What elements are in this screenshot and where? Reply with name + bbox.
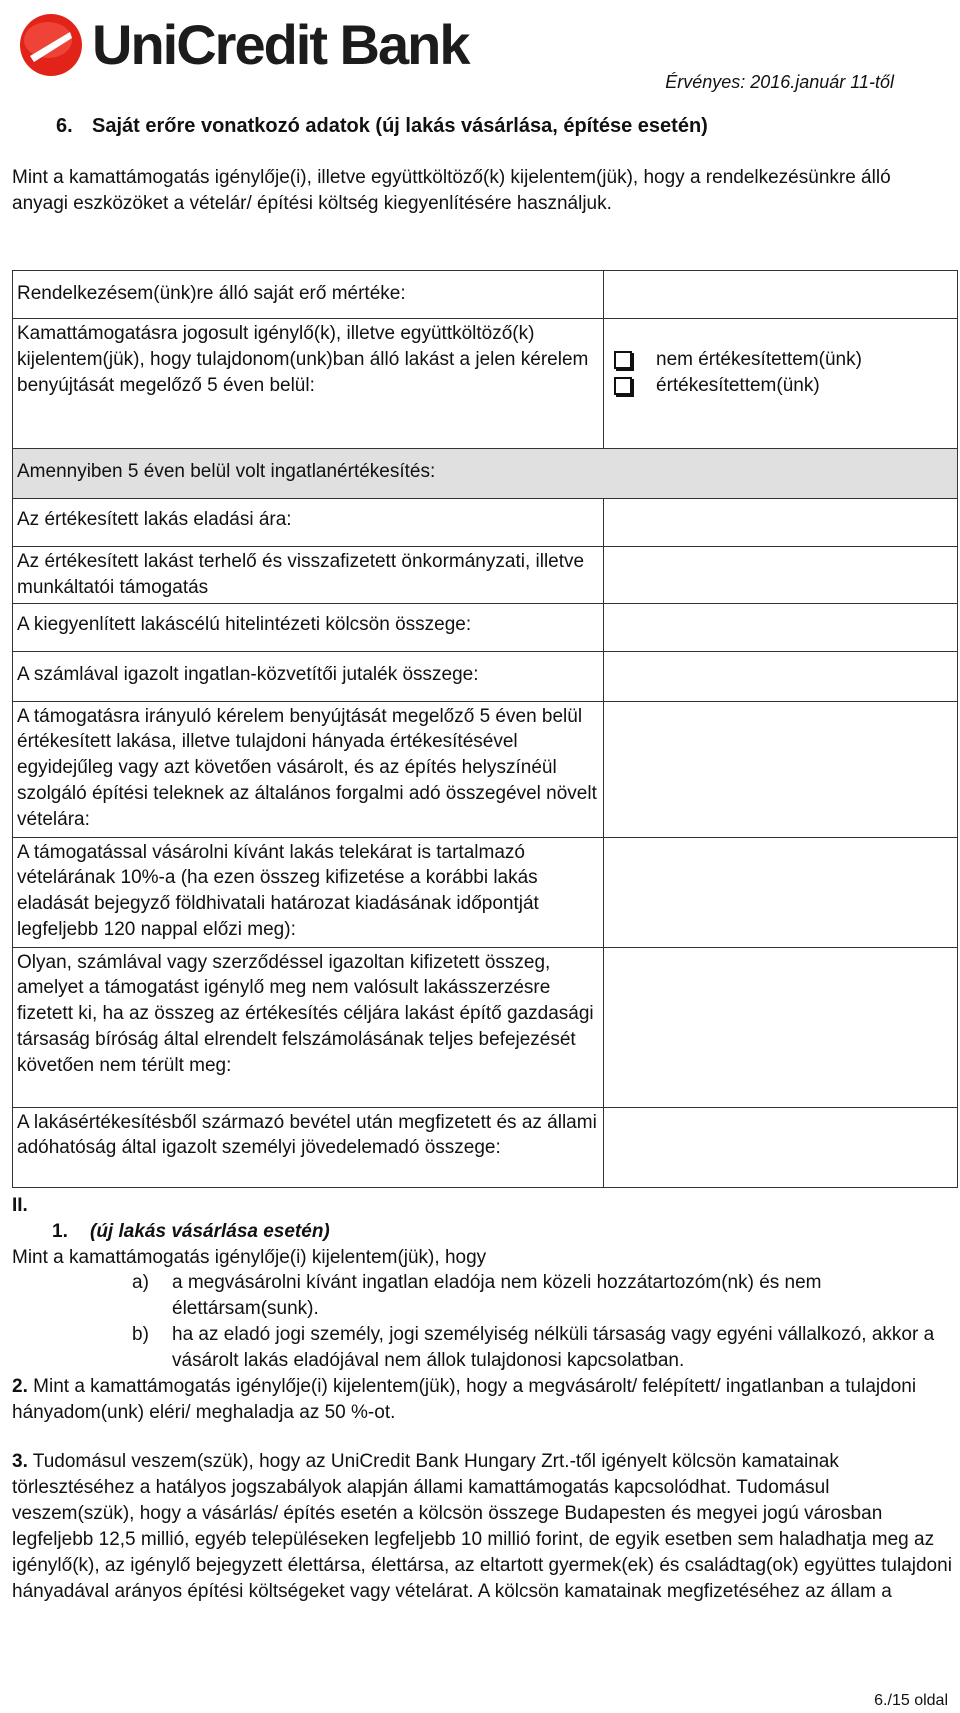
item-2: 2. Mint a kamattámogatás igénylője(i) kijelentem(jük), hogy a megvásárolt/ felépített/ ingatlanban a tulajdoni hányadom(unk) eléri/ meghaladja az 50 %-ot.: [12, 1375, 917, 1423]
declaration-label: Kamattámogatásra jogosult igénylő(k), illetve együttköltöző(k) kijelentem(jük), hogy tulajdonom(unk)ban álló lakást a jelen kérelem benyújtását megelőző 5 éven belül:: [13, 319, 604, 449]
checkbox-icon[interactable]: [614, 351, 632, 369]
item-1-intro: Mint a kamattámogatás igénylője(i) kijelentem(jük), hogy: [12, 1246, 487, 1268]
table-row-label: Az értékesített lakást terhelő és visszafizetett önkormányzati, illetve munkáltatói támogatás: [13, 547, 604, 604]
section-number: 6.: [56, 115, 73, 137]
item-3: 3. Tudomásul veszem(szük), hogy az UniCredit Bank Hungary Zrt.-től igényelt kölcsön kamatainak törlesztéséhez a hatályos jogszabályok alapján állami kamattámogatás kapcsolódhat. Tudomásul veszem(szük), hogy a vásárlás/ építés esetén a kölcsön összege Budapesten és megyei jogú városban legfeljebb 12,5 millió, egyéb településeken legfeljebb 10 millió forint, de egyik esetben sem haladhatja meg az igénylő(k), az igénylő bejegyzett élettársa, élettársa, az eltartott gyermek(ek) és családtag(ok) együttes tulajdoni hányadával arányos építési költségeket vagy vételárat. A kölcsön kamatainak megfizetéséhez az állam a: [12, 1451, 952, 1602]
table-row-value[interactable]: [604, 547, 958, 604]
table-row-label: A támogatással vásárolni kívánt lakás telekárat is tartalmazó vételárának 10%-a (ha ezen összeg kifizetése a korábbi lakás eladását bejegyző földhivatali határozat kiadásának időpontját legfeljebb 120 nappal előzi meg):: [13, 837, 604, 947]
table-row-label: A számlával igazolt ingatlan-közvetítői jutalék összege:: [13, 651, 604, 701]
table-row-label: Az értékesített lakás eladási ára:: [13, 499, 604, 547]
item-1-heading: 1. (új lakás vásárlása esetén): [52, 1220, 330, 1242]
own-funds-label: Rendelkezésem(ünk)re álló saját erő mértéke:: [13, 271, 604, 319]
section-title: Saját erőre vonatkozó adatok (új lakás vásárlása, építése esetén): [92, 115, 708, 137]
table-row-value[interactable]: [604, 837, 958, 947]
option-sold[interactable]: értékesítettem(ünk): [608, 373, 953, 399]
table-row-label: A kiegyenlített lakáscélú hitelintézeti kölcsön összege:: [13, 603, 604, 651]
own-funds-table: [12, 270, 958, 1188]
own-funds-field[interactable]: [604, 271, 958, 319]
section-6-intro: Mint a kamattámogatás igénylője(i), illetve együttköltöző(k) kijelentem(jük), hogy a rendelkezésünkre álló anyagi eszközöket a vételár/ építési költség kiegyenlítésére használjuk.: [12, 167, 891, 214]
section-2-roman: II.: [12, 1195, 28, 1216]
section-6-heading: [56, 113, 708, 140]
checkbox-icon[interactable]: [614, 377, 632, 395]
table-row-label: A lakásértékesítésből származó bevétel után megfizetett és az állami adóhatóság által igazolt személyi jövedelemadó összege:: [13, 1107, 604, 1187]
table-row-value[interactable]: [604, 499, 958, 547]
unicredit-logo-icon: [18, 12, 84, 78]
bank-logo: [18, 12, 469, 78]
section-2: [12, 1193, 952, 1604]
option-not-sold[interactable]: nem értékesítettem(ünk): [608, 347, 953, 373]
page-number: 6./15 oldal: [874, 1692, 948, 1709]
table-row-value[interactable]: [604, 651, 958, 701]
table-row-value[interactable]: [604, 1107, 958, 1187]
table-row-label: A támogatásra irányuló kérelem benyújtását megelőző 5 éven belül értékesített lakása, illetve tulajdoni hányada értékesítésével egyidejűleg vagy azt követően vásárolt, és az építés helyszínéül szolgáló építési teleknek az általános forgalmi adó összegével növelt vételára:: [13, 701, 604, 837]
table-row-value[interactable]: [604, 947, 958, 1107]
table-row-value[interactable]: [604, 603, 958, 651]
brand-name: UniCredit Bank: [92, 13, 469, 76]
table-row-label: Olyan, számlával vagy szerződéssel igazoltan kifizetett összeg, amelyet a támogatást igénylő meg nem valósult lakásszerzésre fizetett ki, ha az összeg az értékesítés céljára lakást építő gazdasági társaság bíróság által elrendelt felszámolásának teljes befejezését követően nem térült meg:: [13, 947, 604, 1107]
item-b: b) ha az eladó jogi személy, jogi személyiség nélküli társaság vagy egyéni vállalkozó, akkor a vásárolt lakás eladójával nem állok tulajdonosi kapcsolatban.: [132, 1324, 935, 1371]
table-subheader: Amennyiben 5 éven belül volt ingatlanértékesítés:: [13, 449, 958, 499]
validity-date: Érvényes: 2016.január 11-től: [665, 72, 894, 92]
sale-options: [604, 319, 958, 449]
item-a: a) a megvásárolni kívánt ingatlan eladója nem közeli hozzátartozóm(nk) és nem élettársam(sunk).: [132, 1272, 822, 1320]
table-row-value[interactable]: [604, 701, 958, 837]
